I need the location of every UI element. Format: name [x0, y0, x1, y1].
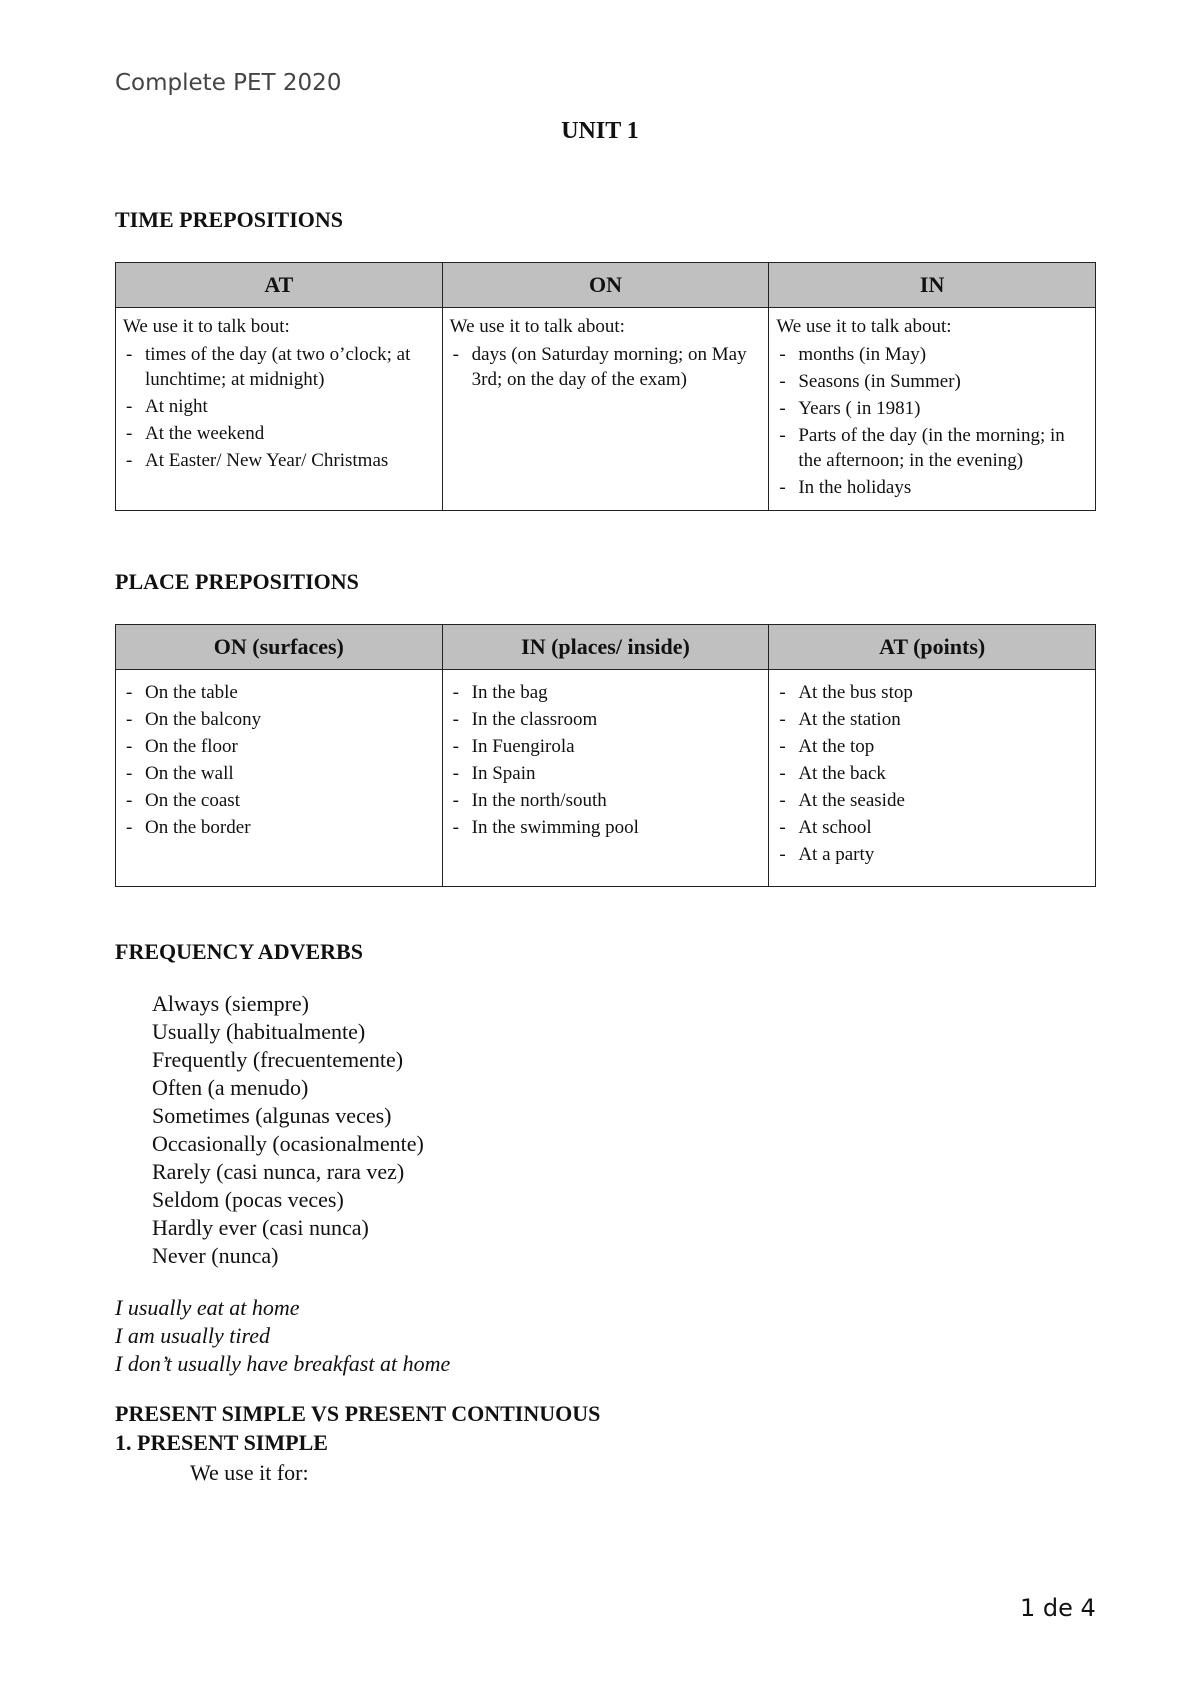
list-item: - At school	[776, 815, 1087, 840]
time-cell-at	[116, 308, 443, 511]
frequency-adverbs-heading: FREQUENCY ADVERBS	[115, 939, 363, 964]
list-item: - Parts of the day (in the morning; in the afternoon; in the evening)	[776, 423, 1087, 473]
list-item: - Seasons (in Summer)	[776, 369, 1087, 394]
example-sentences	[115, 1294, 450, 1378]
list-item: - days (on Saturday morning; on May 3rd; on the day of the exam)	[450, 342, 761, 392]
list-item: - At the seaside	[776, 788, 1087, 813]
example-sentence: I don’t usually have breakfast at home	[115, 1351, 451, 1376]
place-cell-on	[116, 670, 443, 887]
list-item: - At the back	[776, 761, 1087, 786]
list-item: - In the bag	[450, 680, 761, 705]
list-item: - On the floor	[123, 734, 434, 759]
list-item: - In Spain	[450, 761, 761, 786]
list-item: - On the wall	[123, 761, 434, 786]
list-item: - In the swimming pool	[450, 815, 761, 840]
list-item: Occasionally (ocasionalmente)	[152, 1131, 424, 1156]
list-item: - On the coast	[123, 788, 434, 813]
list-item: - In the north/south	[450, 788, 761, 813]
list-item: - At the top	[776, 734, 1087, 759]
time-prepositions-heading: TIME PREPOSITIONS	[115, 207, 343, 232]
bullet-list	[123, 342, 434, 473]
list-item: Never (nunca)	[152, 1243, 279, 1268]
list-item: Usually (habitualmente)	[152, 1019, 366, 1044]
list-item: Seldom (pocas veces)	[152, 1187, 344, 1212]
page-number: 1 de 4	[1020, 1594, 1096, 1622]
list-item: - On the table	[123, 680, 434, 705]
time-col-header-at: AT	[116, 263, 443, 308]
time-cell-in	[769, 308, 1096, 511]
adverb-list	[152, 990, 424, 1270]
bullet-list	[450, 342, 761, 392]
list-item: Hardly ever (casi nunca)	[152, 1215, 369, 1240]
list-item: - At Easter/ New Year/ Christmas	[123, 448, 434, 473]
list-item: - At a party	[776, 842, 1087, 867]
place-cell-at	[769, 670, 1096, 887]
bullet-list	[450, 680, 761, 840]
cell-intro: We use it to talk about:	[449, 316, 625, 337]
time-col-header-in: IN	[769, 263, 1096, 308]
example-sentence: I am usually tired	[115, 1323, 270, 1348]
list-item: - In the holidays	[776, 475, 1087, 500]
list-item: - At the bus stop	[776, 680, 1087, 705]
list-item: - times of the day (at two o’clock; at lunchtime; at midnight)	[123, 342, 434, 392]
list-item: - On the border	[123, 815, 434, 840]
unit-title: UNIT 1	[561, 118, 639, 144]
list-item: - months (in May)	[776, 342, 1087, 367]
list-item: - At the weekend	[123, 421, 434, 446]
list-item: Sometimes (algunas veces)	[152, 1103, 392, 1128]
place-prepositions-table	[115, 624, 1096, 887]
time-prepositions-table	[115, 262, 1096, 511]
example-sentence: I usually eat at home	[115, 1295, 300, 1320]
list-item: - In the classroom	[450, 707, 761, 732]
place-col-header-in: IN (places/ inside)	[442, 625, 769, 670]
time-cell-on	[442, 308, 769, 511]
present-simple-vs-continuous-heading: PRESENT SIMPLE VS PRESENT CONTINUOUS	[115, 1401, 601, 1426]
place-col-header-on: ON (surfaces)	[116, 625, 443, 670]
list-item: Frequently (frecuentemente)	[152, 1047, 404, 1072]
cell-intro: We use it to talk about:	[776, 316, 952, 337]
place-cell-in	[442, 670, 769, 887]
time-col-header-on: ON	[442, 263, 769, 308]
present-simple-subheading: 1. PRESENT SIMPLE	[115, 1430, 328, 1455]
bullet-list	[123, 680, 434, 840]
list-item: Rarely (casi nunca, rara vez)	[152, 1159, 405, 1184]
place-col-header-at: AT (points)	[769, 625, 1096, 670]
list-item: - Years ( in 1981)	[776, 396, 1087, 421]
list-item: Often (a menudo)	[152, 1075, 309, 1100]
list-item: Always (siempre)	[152, 991, 310, 1016]
list-item: - At night	[123, 394, 434, 419]
bullet-list	[776, 342, 1087, 500]
bullet-list	[776, 680, 1087, 867]
cell-intro: We use it to talk bout:	[123, 316, 290, 337]
list-item: - On the balcony	[123, 707, 434, 732]
place-prepositions-heading: PLACE PREPOSITIONS	[115, 569, 359, 594]
document-header: Complete PET 2020	[115, 70, 342, 96]
present-simple-text: We use it for:	[190, 1460, 309, 1485]
list-item: - At the station	[776, 707, 1087, 732]
list-item: - In Fuengirola	[450, 734, 761, 759]
